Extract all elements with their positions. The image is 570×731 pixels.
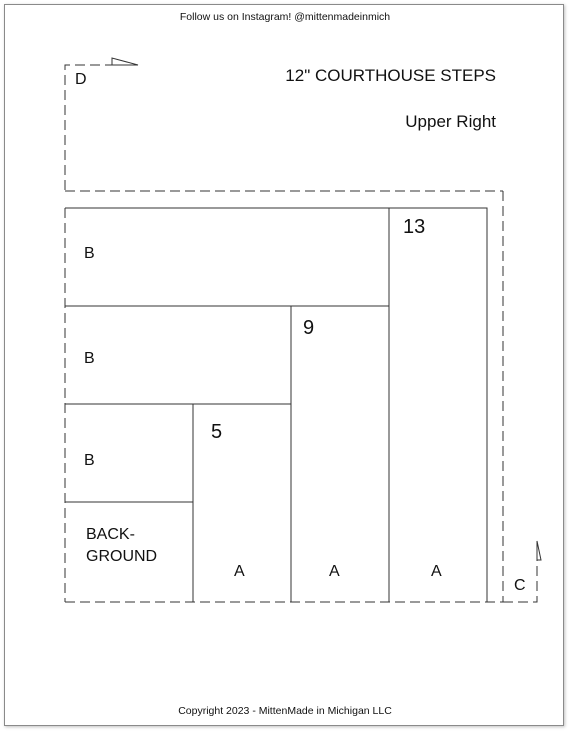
piece-label-a1: A	[234, 563, 245, 580]
instagram-header: Follow us on Instagram! @mittenmadeinmich	[179, 11, 391, 23]
piece-label-b1: B	[84, 245, 95, 262]
piece-label-a3: A	[431, 563, 442, 580]
piece-label-a2: A	[329, 563, 340, 580]
copyright-footer: Copyright 2023 - MittenMade in Michigan LLC	[178, 705, 392, 717]
piece-label-b3: B	[84, 452, 95, 469]
pattern-title: 12" COURTHOUSE STEPS	[285, 66, 496, 85]
piece-number-13: 13	[403, 216, 426, 238]
pattern-subtitle: Upper Right	[405, 112, 496, 131]
piece-label-background-1: BACK-	[86, 526, 135, 543]
piece-label-background-2: GROUND	[86, 548, 158, 565]
piece-number-5: 5	[211, 421, 223, 443]
corner-label-c: C	[514, 577, 526, 594]
corner-d-flag	[112, 58, 138, 65]
corner-label-d: D	[75, 71, 87, 88]
piece-label-b2: B	[84, 350, 95, 367]
corner-c-flag	[537, 541, 541, 560]
corner-d-line	[65, 65, 112, 190]
piece-number-9: 9	[303, 317, 315, 339]
